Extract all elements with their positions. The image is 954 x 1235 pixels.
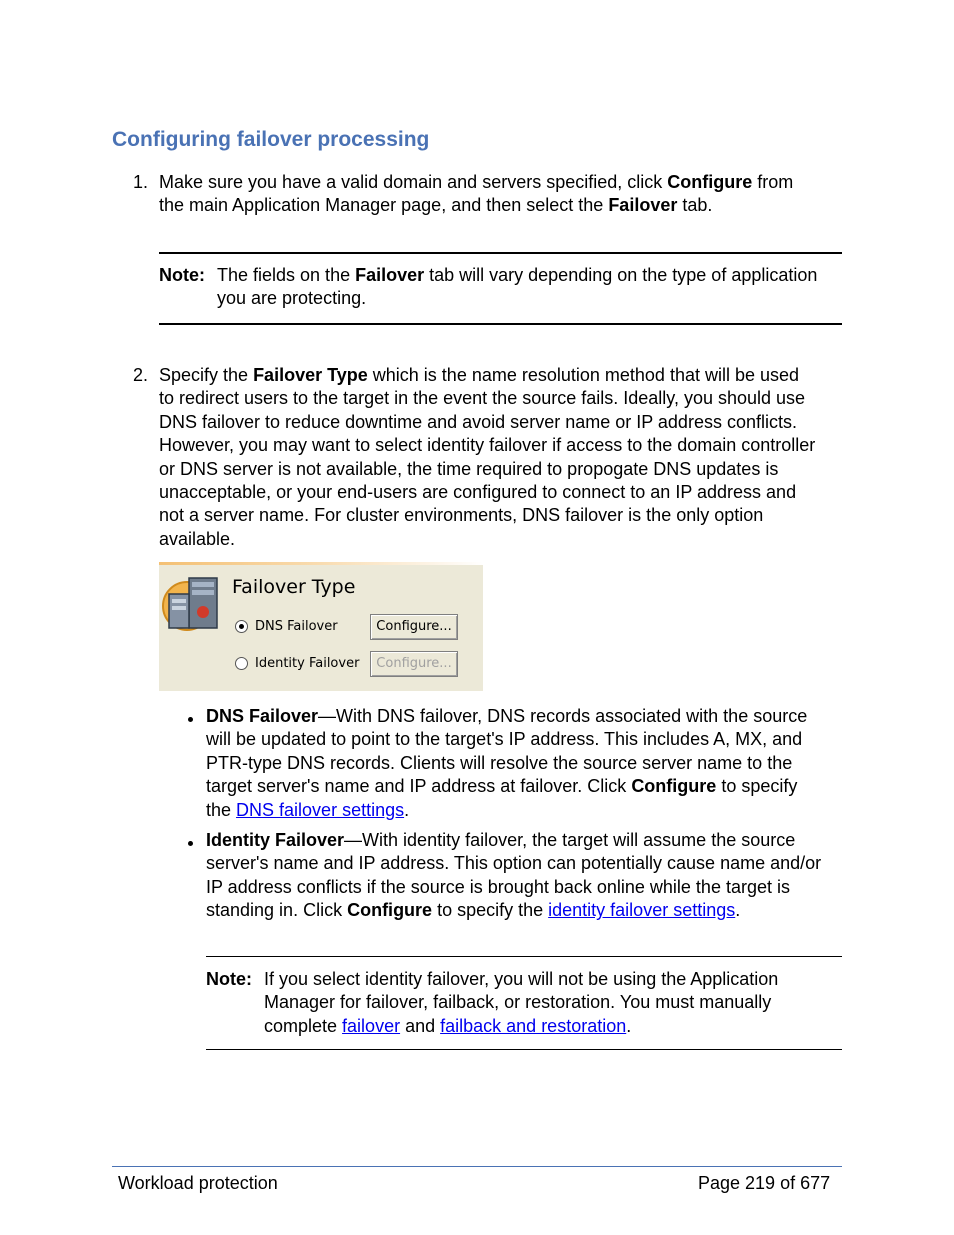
dns-failover-radio[interactable] [235,620,248,633]
identity-failover-label: Identity Failover [255,656,360,671]
note-top-divider [206,956,842,957]
dialog-title: Failover Type [232,576,356,598]
note-bottom-divider [206,1049,842,1050]
step-number: 2. [132,365,148,385]
page-title: Configuring failover processing [112,128,430,151]
failback-and-restoration-link[interactable]: failback and restoration [440,1015,627,1036]
note-bottom-divider [159,323,842,325]
radio-selected-dot [239,624,244,629]
server-failover-icon [161,572,223,634]
dns-configure-button[interactable]: Configure... [370,614,458,640]
note1-text: The fields on the Failover tab will vary depending on the type of application you are protecting. [217,265,818,309]
note-label: Note: [159,265,205,285]
note-top-divider [159,252,842,254]
identity-configure-button: Configure... [370,651,458,677]
step1-text: Make sure you have a valid domain and servers specified, click Configure from the main Application Manager page, and then select the Failover tab. [159,172,794,216]
panel-header-gradient [159,562,483,565]
step-number: 1. [132,172,148,192]
note-label: Note: [206,969,252,989]
identity-failover-description: Identity Failover—With identity failover, the target will assume the source server's name and IP address. This option can potentially cause name and/or IP address conflicts if the source is brought back online while the target is standing in. Click Configure to specify the identity failover settings. [206,830,822,921]
failover-link[interactable]: failover [342,1015,401,1036]
step2-text: Specify the Failover Type which is the name resolution method that will be used to redirect users to the target in the event the source fails. Ideally, you should use DNS failover to reduce downtime and avoid server name or IP address conflicts. However, you may want to select identity failover if access to the domain controller or DNS server is not available, the time required to propogate DNS updates is unacceptable, or your end-users are configured to connect to an IP address and not a server name. For cluster environments, DNS failover is the only option available. [159,365,816,549]
identity-failover-settings-link[interactable]: identity failover settings [548,900,736,921]
bullet-icon [188,717,193,722]
identity-failover-radio[interactable] [235,657,248,670]
note2-text: If you select identity failover, you will not be using the Application Manager for failover, failback, or restoration. You must manually complete failover and failback and restoration. [264,969,779,1036]
failover-type-panel [159,562,483,691]
dns-failover-settings-link[interactable]: DNS failover settings [236,799,405,820]
dns-failover-label: DNS Failover [255,619,338,634]
footer-page-number: Page 219 of 677 [698,1173,831,1193]
footer-section-name: Workload protection [118,1173,278,1193]
dns-failover-description: DNS Failover—With DNS failover, DNS records associated with the source will be updated to point to the target's IP address. This includes A, MX, and PTR-type DNS records. Clients will resolve the source server name to the target server's name and IP address at failover. Click Configure to specify the DNS failover settings. [206,706,808,820]
bullet-icon [188,841,193,846]
footer-divider [112,1166,842,1167]
